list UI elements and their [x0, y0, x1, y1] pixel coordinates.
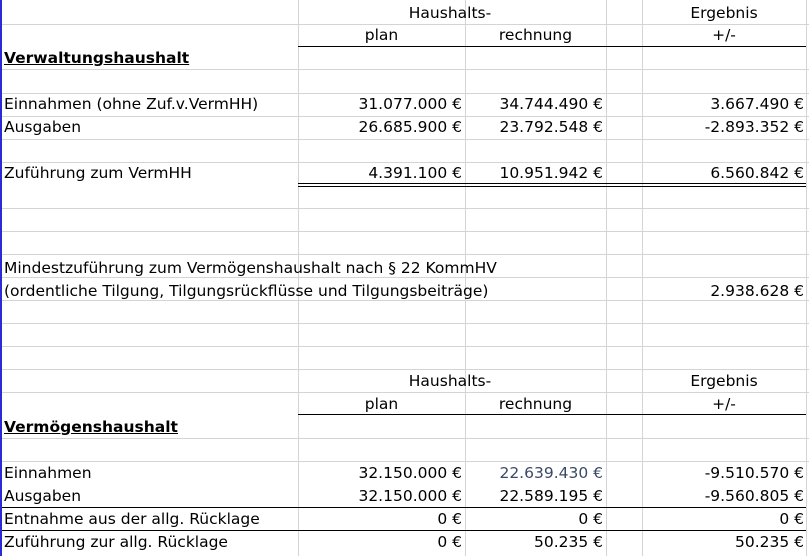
row-label[interactable]: Zuführung zum VermHH	[4, 164, 192, 182]
header1-ergebnis[interactable]: Ergebnis	[690, 4, 758, 22]
row-plan[interactable]: 0 €	[437, 510, 462, 528]
row-plan[interactable]: 26.685.900 €	[358, 118, 462, 136]
gridline-row	[0, 323, 809, 324]
row-ergebnis[interactable]: 6.560.842 €	[710, 164, 804, 182]
row-rechnung[interactable]: 34.744.490 €	[499, 95, 603, 113]
mindest-value[interactable]: 2.938.628 €	[710, 282, 804, 300]
gridline-row	[0, 208, 809, 209]
row-label[interactable]: Ausgaben	[4, 118, 82, 136]
zufuehrung-double-border-bottom	[298, 186, 806, 187]
row-ergebnis[interactable]: -9.560.805 €	[704, 487, 804, 505]
header2-haushalts[interactable]: Haushalts-	[408, 372, 492, 390]
header1-haushalts[interactable]: Haushalts-	[408, 4, 492, 22]
row-ergebnis[interactable]: -2.893.352 €	[704, 118, 804, 136]
row-ergebnis[interactable]: 3.667.490 €	[710, 95, 804, 113]
gridline-row	[0, 139, 809, 140]
header2-rechnung[interactable]: rechnung	[498, 395, 573, 413]
header1-rechnung[interactable]: rechnung	[498, 26, 573, 44]
header2-diff[interactable]: +/-	[712, 395, 736, 413]
gridline-col-f	[806, 0, 807, 556]
verwaltung-title[interactable]: Verwaltungshaushalt	[4, 49, 190, 67]
row-plan[interactable]: 31.077.000 €	[358, 95, 462, 113]
row-label[interactable]: Entnahme aus der allg. Rücklage	[4, 510, 260, 528]
vermoegen-title[interactable]: Vermögenshaushalt	[4, 418, 178, 436]
row-label[interactable]: Einnahmen	[4, 464, 92, 482]
row-label[interactable]: Ausgaben	[4, 487, 82, 505]
row-ergebnis[interactable]: 0 €	[779, 510, 804, 528]
row-rechnung[interactable]: 22.639.430 €	[499, 464, 603, 482]
mindest-line2[interactable]: (ordentliche Tilgung, Tilgungsrückflüsse und Tilgungsbeiträge)	[4, 282, 489, 300]
row-rechnung[interactable]: 23.792.548 €	[499, 118, 603, 136]
header1-bottom-border	[298, 46, 806, 47]
row-plan[interactable]: 4.391.100 €	[368, 164, 462, 182]
row-rechnung[interactable]: 0 €	[578, 510, 603, 528]
row-rechnung[interactable]: 22.589.195 €	[499, 487, 603, 505]
row-ergebnis[interactable]: 50.235 €	[734, 533, 804, 551]
header2-plan[interactable]: plan	[364, 395, 399, 413]
gridline-row	[0, 438, 809, 439]
row-label[interactable]: Einnahmen (ohne Zuf.v.VermHH)	[4, 95, 259, 113]
gridline-col-d	[606, 0, 607, 556]
gridline-row	[0, 231, 809, 232]
gridline-row	[0, 346, 809, 347]
mindest-line1[interactable]: Mindestzuführung zum Vermögenshaushalt nach § 22 KommHV	[4, 259, 497, 277]
row-label[interactable]: Zuführung zur allg. Rücklage	[4, 533, 228, 551]
header1-diff[interactable]: +/-	[712, 26, 736, 44]
gridline-row	[0, 69, 809, 70]
row-plan[interactable]: 32.150.000 €	[358, 487, 462, 505]
row-plan[interactable]: 0 €	[437, 533, 462, 551]
row-plan[interactable]: 32.150.000 €	[358, 464, 462, 482]
header1-plan[interactable]: plan	[364, 26, 399, 44]
row-rechnung[interactable]: 10.951.942 €	[499, 164, 603, 182]
header2-ergebnis[interactable]: Ergebnis	[690, 372, 758, 390]
row-ergebnis[interactable]: -9.510.570 €	[704, 464, 804, 482]
sheet-left-edge	[0, 0, 2, 556]
gridline-row	[0, 254, 809, 255]
row-rechnung[interactable]: 50.235 €	[533, 533, 603, 551]
